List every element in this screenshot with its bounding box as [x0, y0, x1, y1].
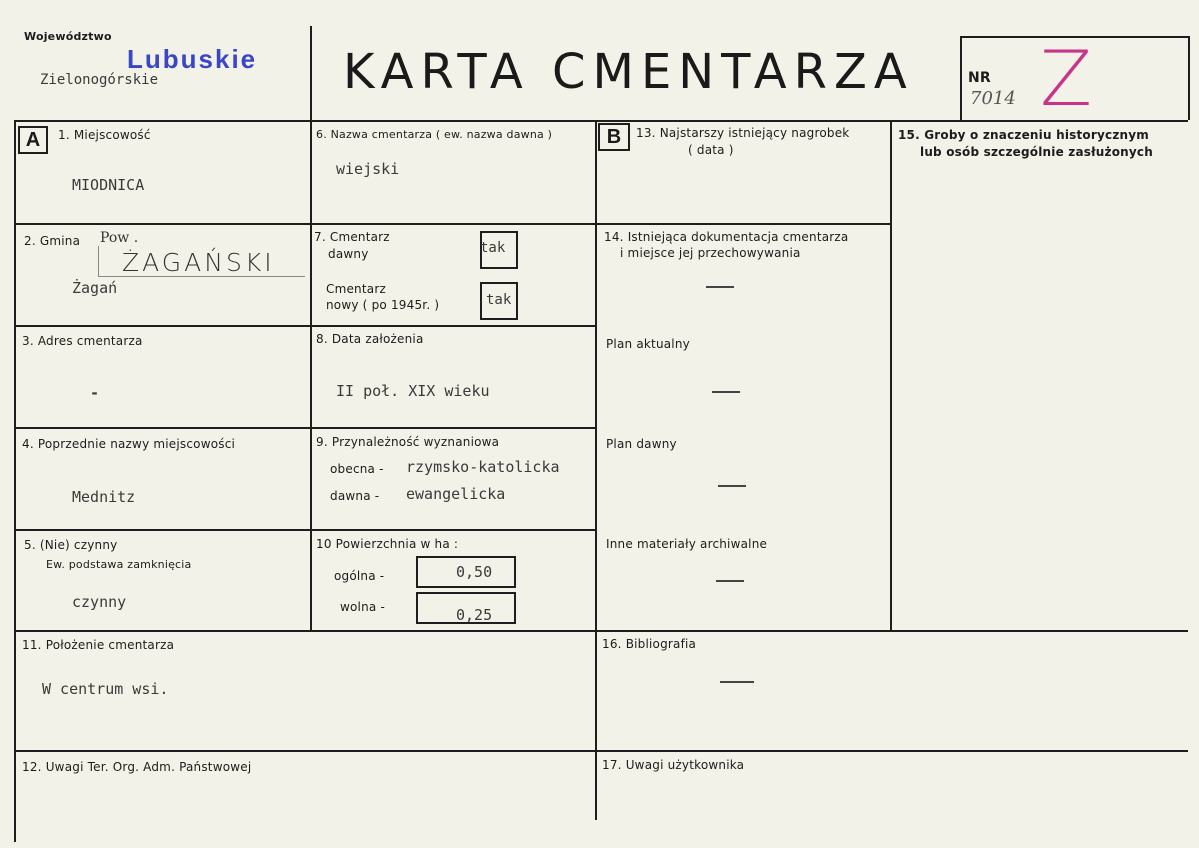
- field-5-value: czynny: [72, 593, 127, 611]
- field-5-label: 5. (Nie) czynny: [24, 538, 118, 552]
- field-2-label: 2. Gmina: [24, 234, 81, 248]
- field-10-wolna-value: 0,25: [456, 606, 493, 624]
- wojewodztwo-label: Województwo: [24, 30, 112, 43]
- field-16-label: 16. Bibliografia: [602, 637, 697, 651]
- field-13-label: 13. Najstarszy istniejący nagrobek: [636, 126, 850, 140]
- col-divider-2: [595, 120, 597, 820]
- nr-value: 7014: [970, 88, 1016, 109]
- left-border: [14, 120, 16, 842]
- nr-label: NR: [968, 70, 991, 86]
- page-title: KARTA CMENTARZA: [343, 44, 914, 100]
- plan-dawny-label: Plan dawny: [606, 437, 677, 451]
- inne-materialy-dash: [716, 580, 744, 582]
- field-11-label: 11. Położenie cmentarza: [22, 638, 175, 652]
- row-line-b1: [595, 223, 890, 225]
- field-6-label: 6. Nazwa cmentarza ( ew. nazwa dawna ): [316, 128, 553, 141]
- field-14-sub: i miejsce jej przechowywania: [620, 246, 801, 260]
- field-2-value: Żagań: [72, 279, 118, 297]
- field-10-wolna-label: wolna -: [340, 600, 385, 614]
- field-3-value: -: [90, 384, 100, 402]
- plan-dawny-dash: [718, 485, 746, 487]
- field-7-label-d: nowy ( po 1945r. ): [326, 298, 440, 312]
- nr-letter: Z: [1040, 34, 1093, 123]
- field-1-label: 1. Miejscowość: [58, 128, 151, 142]
- field-5-sub: Ew. podstawa zamknięcia: [46, 558, 192, 571]
- field-1-value: MIODNICA: [72, 176, 145, 194]
- field-9-dawna-value: ewangelicka: [406, 485, 506, 503]
- field-16-dash: [720, 681, 754, 683]
- col-divider-1: [310, 26, 312, 632]
- field-8-label: 8. Data założenia: [316, 332, 424, 346]
- field-7-label-a: 7. Cmentarz: [314, 230, 390, 244]
- field-17-label: 17. Uwagi użytkownika: [602, 758, 745, 772]
- row-line-2: [14, 325, 595, 327]
- field-6-value: wiejski: [336, 160, 400, 178]
- plan-aktualny-dash: [712, 391, 740, 393]
- col-divider-3: [890, 120, 892, 630]
- field-7-value-b: tak: [486, 292, 512, 308]
- field-2-pow: Pow .: [100, 230, 139, 246]
- section-a-badge: A: [18, 126, 48, 154]
- field-7-label-c: Cmentarz: [326, 282, 386, 296]
- field-4-value: Mednitz: [72, 488, 136, 506]
- row-line-6: [14, 750, 1188, 752]
- field-4-label: 4. Poprzednie nazwy miejscowości: [22, 437, 236, 451]
- field-11-value: W centrum wsi.: [42, 680, 169, 698]
- field-8-value: II poł. XIX wieku: [336, 382, 490, 400]
- field-7-label-b: dawny: [328, 247, 369, 261]
- plan-aktualny-label: Plan aktualny: [606, 337, 690, 351]
- field-2-stamp: ŻAGAŃSKI: [122, 248, 275, 277]
- field-9-obecna-value: rzymsko-katolicka: [406, 458, 560, 476]
- field-3-label: 3. Adres cmentarza: [22, 334, 143, 348]
- row-line-4: [14, 529, 595, 531]
- field-13-sub: ( data ): [688, 143, 734, 157]
- header-divider: [14, 120, 1188, 122]
- field-7-value-a: tak: [480, 240, 506, 256]
- field-15-label: 15. Groby o znaczeniu historycznym: [898, 128, 1149, 142]
- field-10-ogolna-value: 0,50: [456, 563, 493, 581]
- field-12-label: 12. Uwagi Ter. Org. Adm. Państwowej: [22, 760, 252, 774]
- field-9-dawna-label: dawna -: [330, 489, 380, 503]
- field-14-label: 14. Istniejąca dokumentacja cmentarza: [604, 230, 849, 244]
- wojewodztwo-stamp: Lubuskie: [127, 44, 258, 74]
- row-line-1: [14, 223, 595, 225]
- inne-materialy-label: Inne materiały archiwalne: [606, 537, 768, 551]
- field-15-sub: lub osób szczególnie zasłużonych: [920, 145, 1153, 159]
- section-b-badge: B: [598, 123, 630, 151]
- row-line-3: [14, 427, 595, 429]
- field-10-ogolna-label: ogólna -: [334, 569, 385, 583]
- field-14-dash: [706, 286, 734, 288]
- field-9-obecna-label: obecna -: [330, 462, 384, 476]
- field-10-label: 10 Powierzchnia w ha :: [316, 537, 459, 551]
- wojewodztwo-typed: Zielonogórskie: [40, 72, 159, 88]
- row-line-5: [14, 630, 1188, 632]
- field-9-label: 9. Przynależność wyznaniowa: [316, 435, 500, 449]
